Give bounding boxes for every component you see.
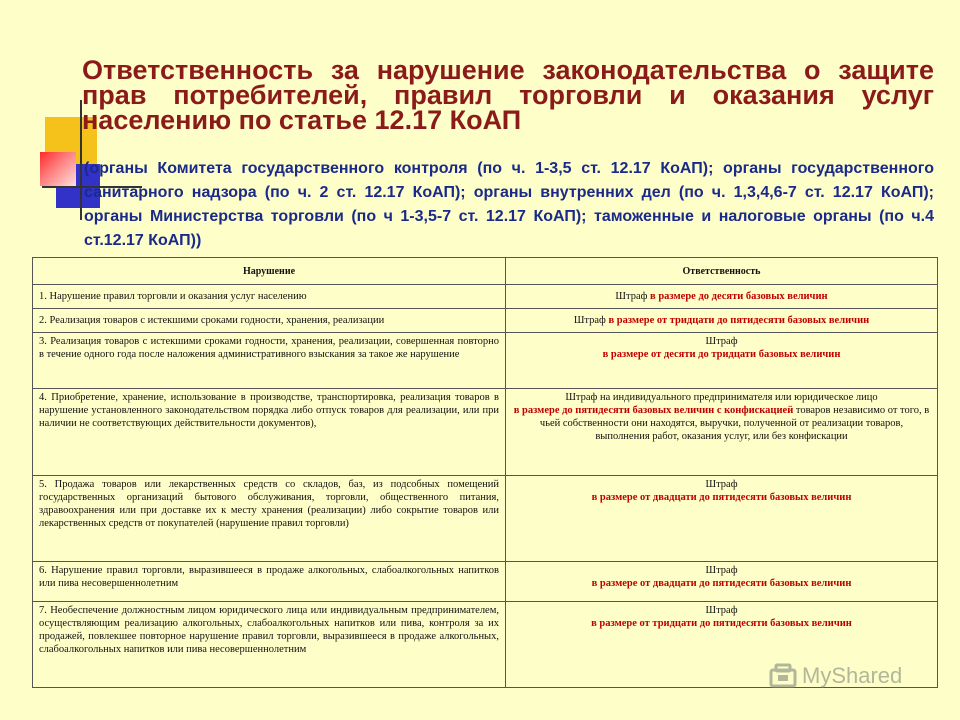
slide-title: Ответственность за нарушение законодательства о защите прав потребителей, правил торговли и оказания услуг населению по статье 12.17 КоАП <box>82 55 934 135</box>
resp-highlight: в размере от тридцати до пятидесяти базовых величин <box>608 315 870 326</box>
violation-cell: 6. Нарушение правил торговли, выразившееся в продаже алкогольных, слабоалкогольных напитков или пива несовершеннолетним <box>33 562 506 602</box>
violation-cell: 4. Приобретение, хранение, использование в производстве, транспортировка, реализация товаров в нарушение установленного законодательством порядка либо отпуск товаров для реализации, или при наличии не соответствующих действительности документов), <box>33 389 506 476</box>
table-row <box>33 389 938 476</box>
table-row <box>33 285 938 309</box>
watermark-text: MyShared <box>802 663 903 688</box>
table-row <box>33 309 938 333</box>
resp-prefix: Штраф <box>573 315 609 326</box>
resp-suffix: товаров независимо от того, в чьей собственности они находятся, выручки, полученной от реализации товаров, выполнения работ, оказания услуг, или без конфискации <box>539 405 930 442</box>
resp-highlight: в размере от тридцати до пятидесяти базовых величин <box>591 618 852 629</box>
violations-table <box>32 257 938 688</box>
table-header-row <box>33 258 938 285</box>
resp-prefix: Штраф на индивидуального предпринимателя или юридическое лицо <box>565 392 878 403</box>
violation-cell: 1. Нарушение правил торговли и оказания услуг населению <box>33 285 506 309</box>
responsibility-cell <box>506 389 938 476</box>
responsibility-cell <box>506 285 938 309</box>
decor-red-square <box>40 152 76 186</box>
table-row <box>33 333 938 389</box>
responsibility-cell <box>506 562 938 602</box>
header-violation: Нарушение <box>33 258 506 285</box>
table-row <box>33 562 938 602</box>
resp-prefix: Штраф <box>705 479 738 490</box>
violation-cell: 5. Продажа товаров или лекарственных средств со складов, баз, из подсобных помещений государственных организаций бытового обслуживания, торговли, общественного питания, здравоохранения или при доставке их к месту хранения (реализации) либо сокрытие товаров или лекарственных средств от покупателей (нарушение правил торговли) <box>33 476 506 562</box>
responsibility-cell <box>506 476 938 562</box>
resp-prefix: Штраф <box>615 291 651 302</box>
resp-highlight: в размере от двадцати до пятидесяти базовых величин <box>591 578 852 589</box>
violation-cell: 2. Реализация товаров с истекшими сроками годности, хранения, реализации <box>33 309 506 333</box>
resp-highlight: в размере до десяти базовых величин <box>650 291 828 302</box>
header-responsibility: Ответственность <box>506 258 938 285</box>
slide-subtitle: (органы Комитета государственного контроля (по ч. 1-3,5 ст. 12.17 КоАП); органы государственного санитарного надзора (по ч. 2 ст. 12.17 КоАП); органы внутренних дел (по ч. 1,3,4,6-7 ст. 12.17 КоАП); органы Министерства торговли (по ч 1-3,5-7 ст. 12.17 КоАП); таможенные и налоговые органы (по ч.4 ст.12.17 КоАП)) <box>84 160 934 249</box>
myshared-watermark <box>768 656 928 696</box>
violation-cell: 7. Необеспечение должностным лицом юридического лица или индивидуальным предпринимателем, осуществляющим реализацию алкогольных, слабоалкогольных напитков или пива, контроля за их продажей, повлекшее повторное нарушение правил торговли, выразившееся в продаже алкогольных, слабоалкогольных напитков или пива несовершеннолетним <box>33 602 506 688</box>
responsibility-cell <box>506 333 938 389</box>
resp-prefix: Штраф <box>705 605 738 616</box>
resp-prefix: Штраф <box>705 565 738 576</box>
resp-prefix: Штраф <box>705 336 738 347</box>
violation-cell: 3. Реализация товаров с истекшими сроками годности, хранения, реализации, совершенная повторно в течение одного года после наложения административного взыскания за такое же нарушение <box>33 333 506 389</box>
table-row <box>33 476 938 562</box>
resp-highlight: в размере от двадцати до пятидесяти базовых величин <box>591 492 852 503</box>
resp-highlight: в размере до пятидесяти базовых величин с конфискацией <box>513 405 794 416</box>
responsibility-cell <box>506 309 938 333</box>
myshared-logo-icon <box>768 661 798 691</box>
resp-highlight: в размере от десяти до тридцати базовых величин <box>602 349 841 360</box>
